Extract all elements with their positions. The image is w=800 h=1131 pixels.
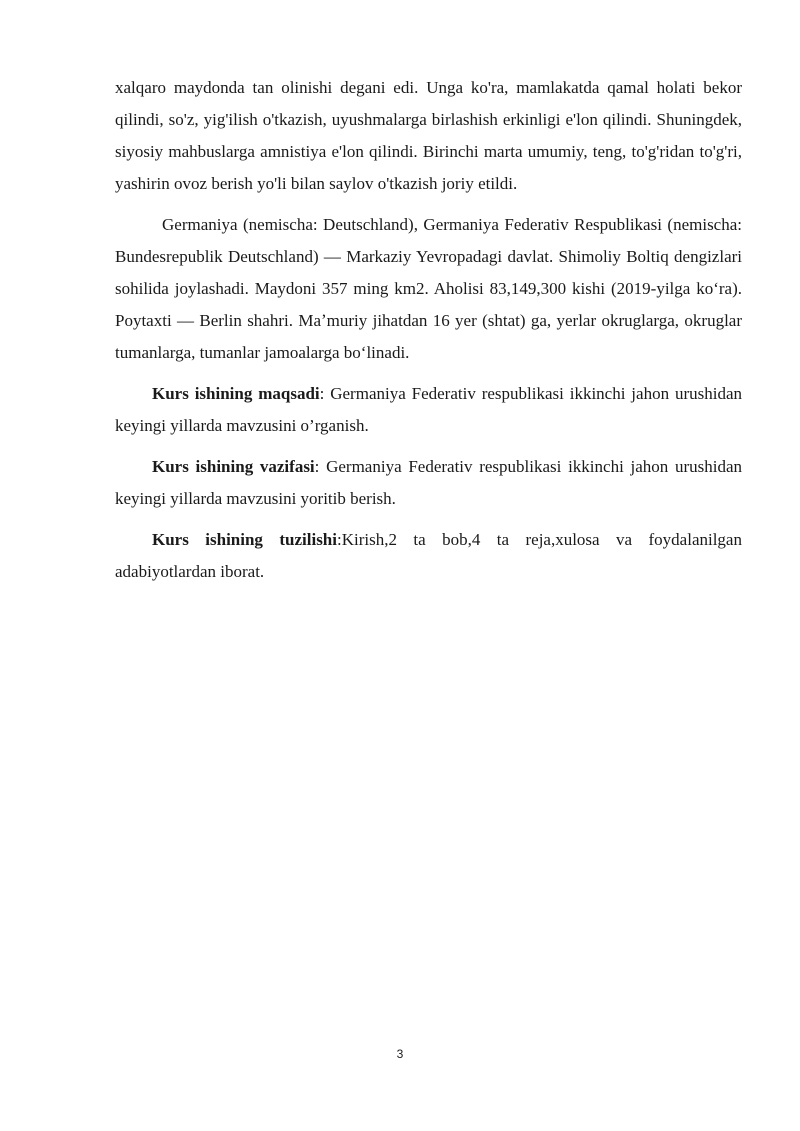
paragraph-course-task [115,451,742,515]
paragraph-text: xalqaro maydonda tan olinishi degani edi. Unga ko'ra, mamlakatda qamal holati bekor qilindi, so'z, yig'ilish o'tkazish, uyushmalarga birlashish erkinligi e'lon qilindi. Shuningdek, siyosiy mahbuslarga amnistiya e'lon qilindi. Birinchi marta umumiy, teng, to'g'ridan to'g'ri, yashirin ovoz berish yo'li bilan saylov o'tkazish joriy etildi. [115,78,742,193]
course-task-label: Kurs ishining vazifasi [152,457,315,476]
page-number: 3 [396,1047,404,1061]
paragraph-course-structure [115,524,742,588]
document-body [115,72,742,588]
course-structure-label: Kurs ishining tuzilishi [152,530,337,549]
course-goal-text: : Germaniya Federativ respublikasi ikkinchi jahon urushidan keyingi yillarda mavzusini o’rganish. [115,384,742,435]
paragraph-germany-overview [115,209,742,369]
course-structure-text: :Kirish,2 ta bob,4 ta reja,xulosa va foydalanilgan adabiyotlardan iborat. [115,530,742,581]
course-goal-label: Kurs ishining maqsadi [152,384,320,403]
course-task-text: : Germaniya Federativ respublikasi ikkinchi jahon urushidan keyingi yillarda mavzusini yoritib berish. [115,457,743,508]
paragraph-text: Germaniya (nemischa: Deutschland), Germaniya Federativ Respublikasi (nemischa: Bundesrepublik Deutschland) — Markaziy Yevropadagi davlat. Shimoliy Boltiq dengizlari sohilida joylashadi. Maydoni 357 ming km2. Aholisi 83,149,300 kishi (2019-yilga koʻra). Poytaxti — Berlin shahri. Maʼmuriy jihatdan 16 yer (shtat) ga, yerlar okruglarga, okruglar tumanlarga, tumanlar jamoalarga boʻlinadi. [115,215,742,362]
paragraph-intro-continuation [115,72,742,200]
paragraph-course-goal [115,378,742,442]
